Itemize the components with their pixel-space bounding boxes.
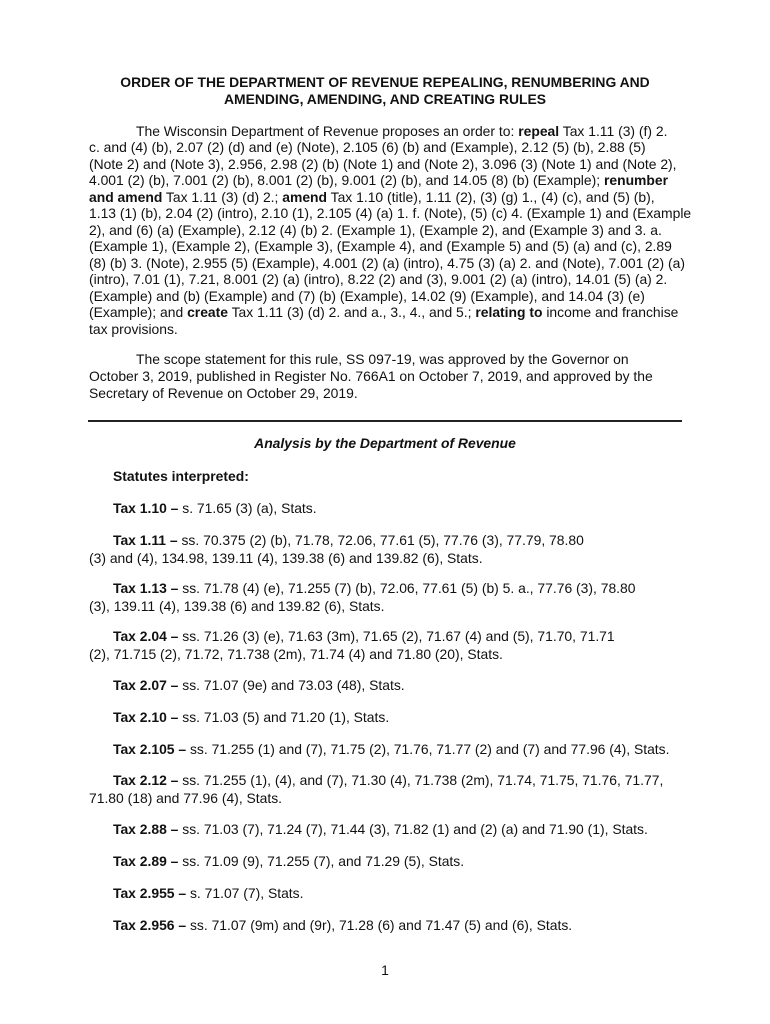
order-line [89, 172, 681, 189]
order-text: c. and (4) (b), 2.07 (2) (d) and (e) (Note), 2.105 (6) (b) and (Example), 2.12 (5) (b), 2.88 (5) [89, 139, 646, 155]
order-text: 4.001 (2) (b), 7.001 (2) (b), 8.001 (2) (b), 9.001 (2) (b), and 14.05 (8) (b) (Example); [89, 172, 604, 188]
statute-entry [89, 627, 681, 663]
statute-citations: ss. 71.03 (7), 71.24 (7), 71.44 (3), 71.82 (1) and (2) (a) and 71.90 (1), Stats. [182, 821, 648, 837]
repeal-keyword: repeal [518, 122, 560, 139]
order-text: (8) (b) 3. (Note), 2.955 (5) (Example), 4.001 (2) (a) (intro), 4.75 (3) (a) 2. and (Note), 7.001 (2) (a) [89, 254, 685, 271]
scope-line: Secretary of Revenue on October 29, 2019. [89, 385, 358, 401]
statute-rule-label: Tax 2.04 – [113, 628, 179, 644]
order-text: tax provisions. [89, 320, 178, 337]
renumber-keyword: and amend [89, 188, 163, 205]
document-title [89, 74, 681, 108]
order-text: (Example); and [89, 304, 188, 320]
statute-citations: ss. 71.03 (5) and 71.20 (1), Stats. [182, 709, 390, 725]
statute-entry [89, 708, 681, 726]
order-line [89, 271, 681, 288]
order-line [89, 189, 681, 206]
title-line: ORDER OF THE DEPARTMENT OF REVENUE REPEALING, RENUMBERING AND [120, 74, 650, 90]
statute-entry-line [89, 708, 681, 726]
order-text: Tax 1.11 (3) (d) 2. and a., 3., 4., and 5.; [228, 304, 476, 320]
statute-entry [89, 916, 681, 934]
statute-rule-label: Tax 2.88 – [113, 821, 179, 837]
relating-to-keyword: relating to [475, 304, 543, 320]
order-text: 2), and (6) (a) (Example), 2.12 (4) (b) 2. (Example 1), (Example 2), and (Example 3) and 3. a. [89, 221, 662, 238]
statute-entry-line [89, 627, 681, 645]
page-number: 1 [381, 962, 389, 978]
statute-citations: ss. 70.375 (2) (b), 71.78, 72.06, 77.61 (5), 77.76 (3), 77.79, 78.80 [181, 532, 584, 548]
scope-line: The scope statement for this rule, SS 097-19, was approved by the Governor on [136, 351, 629, 367]
statute-citations: s. 71.65 (3) (a), Stats. [182, 500, 317, 516]
order-paragraph [89, 122, 692, 338]
scope-line: October 3, 2019, published in Register No. 766A1 on October 7, 2019, and approved by the [89, 368, 653, 384]
order-line [89, 304, 681, 321]
order-line [89, 156, 681, 173]
statute-rule-label: Tax 2.07 – [113, 677, 179, 693]
create-keyword: create [187, 304, 228, 320]
statute-rule-label: Tax 2.105 – [113, 741, 187, 757]
order-line [89, 222, 681, 239]
order-text: (Example 1), (Example 2), (Example 3), (Example 4), and (Example 5) and (5) (a) and (c), 2.89 [89, 238, 672, 254]
order-text: (Note 2) and (Note 3), 2.956, 2.98 (2) (b) (Note 1) and (Note 2), 3.096 (3) (Note 1) and (Note 2), [89, 155, 677, 172]
title-line: AMENDING, AMENDING, AND CREATING RULES [223, 91, 547, 107]
statute-entry [89, 531, 681, 567]
order-line [89, 238, 681, 255]
statute-entry-line [89, 771, 681, 789]
analysis-heading: Analysis by the Department of Revenue [254, 435, 516, 451]
statute-entry [89, 499, 681, 517]
statute-entry-line [89, 916, 681, 934]
statute-entry [89, 852, 681, 870]
statute-entry [89, 884, 681, 902]
statute-citations: ss. 71.255 (1), (4), and (7), 71.30 (4), 71.738 (2m), 71.74, 71.75, 71.76, 71.77, [182, 772, 664, 788]
statute-entry-line [89, 740, 681, 758]
order-text: Tax 1.11 (3) (d) 2.; [162, 188, 283, 205]
statute-entry-line [89, 676, 681, 694]
statute-entry-line [89, 820, 681, 838]
order-line [89, 288, 681, 305]
scope-paragraph [89, 351, 681, 402]
statute-rule-label: Tax 1.10 – [113, 500, 179, 516]
renumber-keyword: renumber [603, 172, 669, 188]
order-text: The Wisconsin Department of Revenue proposes an order to: [136, 122, 519, 139]
order-line [89, 321, 681, 338]
statute-citations: ss. 71.255 (1) and (7), 71.75 (2), 71.76, 71.77 (2) and (7) and 77.96 (4), Stats. [189, 741, 670, 757]
statute-entry-line: (2), 71.715 (2), 71.72, 71.738 (2m), 71.74 (4) and 71.80 (20), Stats. [89, 646, 503, 662]
amend-keyword: amend [282, 188, 328, 205]
order-line [89, 205, 692, 222]
statute-rule-label: Tax 2.955 – [113, 885, 187, 901]
statute-entry-line [89, 499, 681, 517]
order-line [89, 254, 685, 272]
order-text: 1.13 (1) (b), 2.04 (2) (intro), 2.10 (1), 2.105 (4) (a) 1. f. (Note), (5) (c) 4. (Example 1) and (Example [89, 205, 692, 221]
statute-entry [89, 579, 681, 615]
statute-entry [89, 820, 681, 838]
order-text: income and franchise [542, 304, 679, 320]
statute-citations: ss. 71.09 (9), 71.255 (7), and 71.29 (5), Stats. [182, 853, 465, 869]
order-line [89, 123, 681, 140]
statute-rule-label: Tax 1.11 – [113, 532, 178, 548]
statute-rule-label: Tax 2.89 – [113, 853, 179, 869]
order-text: Tax 1.11 (3) (f) 2. [559, 122, 668, 139]
section-divider [88, 420, 682, 422]
statute-entry-line: (3) and (4), 134.98, 139.11 (4), 139.38 (6) and 139.82 (6), Stats. [89, 550, 483, 566]
statute-entry [89, 676, 681, 694]
statute-entry-line [89, 884, 681, 902]
statute-entry [89, 740, 681, 758]
statute-citations: ss. 71.07 (9m) and (9r), 71.28 (6) and 71.47 (5) and (6), Stats. [189, 917, 573, 933]
order-text: Tax 1.10 (title), 1.11 (2), (3) (g) 1., (4) (c), and (5) (b), [327, 188, 655, 205]
statute-entry-line [89, 852, 681, 870]
statute-citations: ss. 71.07 (9e) and 73.03 (48), Stats. [182, 677, 405, 693]
statute-entry-line [89, 579, 681, 597]
statute-rule-label: Tax 2.956 – [113, 917, 187, 933]
statute-rule-label: Tax 1.13 – [113, 580, 179, 596]
statute-citations: s. 71.07 (7), Stats. [189, 885, 304, 901]
statute-entry [89, 771, 681, 807]
statute-entry-line: (3), 139.11 (4), 139.38 (6) and 139.82 (6), Stats. [89, 598, 385, 614]
statute-citations: ss. 71.26 (3) (e), 71.63 (3m), 71.65 (2), 71.67 (4) and (5), 71.70, 71.71 [182, 628, 615, 644]
order-text: (Example) and (b) (Example) and (7) (b) (Example), 14.02 (9) (Example), and 14.04 (3) (e) [89, 287, 645, 304]
statute-rule-label: Tax 2.10 – [113, 709, 179, 725]
order-text: (intro), 7.01 (1), 7.21, 8.001 (2) (a) (intro), 8.22 (2) and (3), 9.001 (2) (a) (intro), 14.01 (5) (a) 2. [89, 271, 668, 287]
statute-citations: ss. 71.78 (4) (e), 71.255 (7) (b), 72.06, 77.61 (5) (b) 5. a., 77.76 (3), 78.80 [182, 580, 636, 596]
statutes-heading: Statutes interpreted: [113, 468, 249, 484]
statute-entry-line: 71.80 (18) and 77.96 (4), Stats. [89, 790, 283, 806]
statute-entry-line [89, 531, 681, 549]
order-line [89, 139, 681, 156]
statute-rule-label: Tax 2.12 – [113, 772, 179, 788]
